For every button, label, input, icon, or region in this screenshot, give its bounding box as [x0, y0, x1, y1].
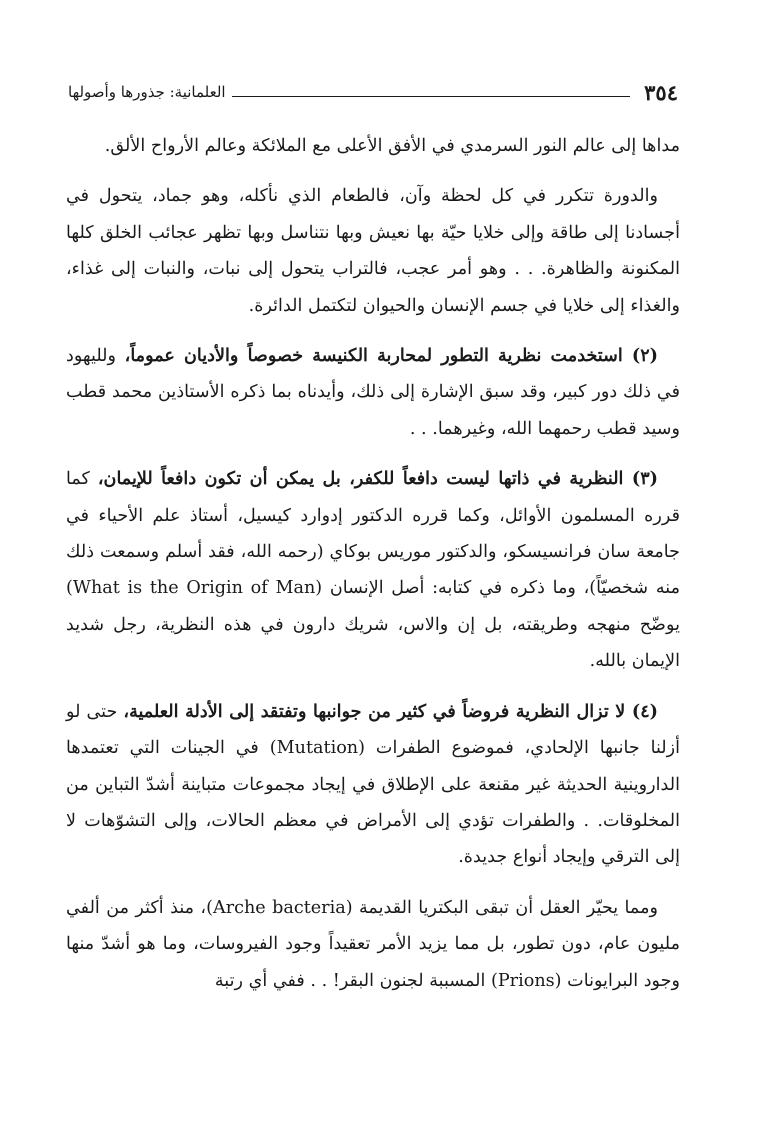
header-rule	[232, 96, 631, 97]
paragraph-6	[66, 890, 680, 999]
latin-term: (Prions)	[490, 970, 562, 991]
paragraph-4	[66, 461, 680, 679]
latin-term: (Mutation)	[269, 738, 366, 759]
latin-term: (What is the Origin of Man)	[66, 578, 323, 599]
section-heading: (٢) استخدمت نظرية التطور لمحاربة الكنيسة خصوصاً والأديان عموماً،	[124, 345, 658, 367]
paragraph-5	[66, 694, 680, 876]
page-number: ٣٥٤	[644, 79, 678, 105]
paragraph-text: في الجينات التي تعتمدها الداروينية الحديثة غير مقنعة على الإطلاق في إيجاد مجموعات متباينة أشدّ التباين من المخلوقات. . والطفرات تؤدي إلى الأمراض في معظم الحالات، وإلى التشوّهات لا إلى الترقي وإيجاد أنواع جديدة.	[66, 738, 680, 868]
section-heading: (٤) لا تزال النظرية فروضاً في كثير من جوانبها وتفتقد إلى الأدلة العلمية،	[123, 700, 658, 722]
paragraph-1	[66, 128, 680, 164]
paragraph-2	[66, 178, 680, 324]
paragraph-3	[66, 338, 680, 447]
section-heading: (٣) النظرية في ذاتها ليست دافعاً للكفر، بل يمكن أن تكون دافعاً للإيمان،	[97, 468, 658, 490]
paragraph-text: ، منذ أكثر من ألفي مليون عام، دون تطور، بل مما يزيد الأمر تعقيداً وجود الفيروسات، وما هو أشدّ منها وجود البرايونات	[66, 897, 680, 991]
page-header	[68, 74, 678, 110]
paragraph-text: والدورة تتكرر في كل لحظة وآن، فالطعام الذي نأكله، وهو جماد، يتحول في أجسادنا إلى طاقة وإلى خلايا حيّة بها نعيش وبها نتناسل وبها تظهر عجائب الخلق كلها المكنونة والظاهرة. . . وهو أمر عجب، فالتراب يتحول إلى نبات، والنبات إلى غذاء، والغذاء إلى خلايا في جسم الإنسان والحيوان لتكتمل الدائرة.	[66, 186, 680, 316]
paragraph-text: مداها إلى عالم النور السرمدي في الأفق الأعلى مع الملائكة وعالم الأرواح الألق.	[104, 136, 680, 156]
page-body	[66, 128, 680, 999]
paragraph-text: ولليهود في ذلك دور كبير، وقد سبق الإشارة إلى ذلك، وأيدناه بما ذكره الأستاذين محمد قطب وسيد قطب رحمهما الله، وغيرهما. . .	[66, 346, 680, 439]
paragraph-text: المسببة لجنون البقر! . . ففي أي رتبة	[214, 970, 486, 991]
paragraph-text: يوضّح منهجه وطريقته، بل إن والاس، شريك دارون في هذه النظرية، رجل شديد الإيمان بالله.	[66, 614, 680, 672]
paragraph-text: كما قرره المسلمون الأوائل، وكما قرره الدكتور إدوارد كيسيل، أستاذ علم الأحياء في جامعة سان فرانسيسكو، والدكتور موريس بوكاي (رحمه الله، فقد أسلم وسمعت ذلك منه شخصيّاً)، وما ذكره في كتابه: أصل الإنسان	[66, 469, 680, 599]
paragraph-text: ومما يحيّر العقل أن تبقى البكتريا القديمة	[358, 897, 658, 918]
running-title: العلمانية: جذورها وأصولها	[68, 83, 226, 101]
paragraph-text: حتى لو أزلنا جانبها الإلحادي، فموضوع الطفرات	[66, 701, 681, 759]
latin-term: (Arche bacteria)	[206, 897, 353, 918]
